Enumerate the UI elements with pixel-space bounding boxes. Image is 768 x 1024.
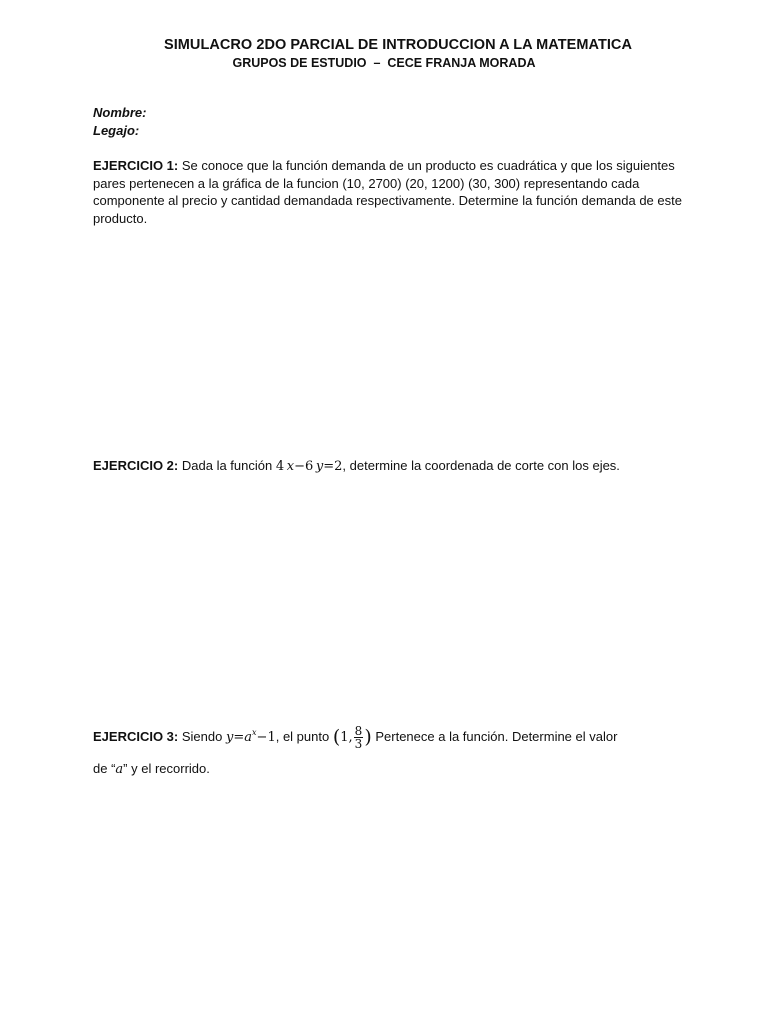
document-title: SIMULACRO 2DO PARCIAL DE INTRODUCCION A LA MATEMATICA: [164, 37, 632, 53]
point-x: 1,: [340, 730, 353, 745]
formula-equals: =: [323, 459, 335, 474]
exercise-2-formula: [276, 459, 343, 474]
exercise-2-label: EJERCICIO 2:: [93, 458, 179, 473]
exercise-2-text-after: , determine la coordenada de corte con los ejes.: [342, 458, 620, 473]
formula-var-x: x: [286, 459, 295, 474]
exercise-3-line2-before: de “: [93, 761, 116, 776]
point-formula: [332, 724, 372, 752]
exercise-3-text-before: Siendo: [181, 729, 223, 744]
point-fraction: [354, 725, 364, 750]
formula-equals: =: [233, 730, 245, 745]
legajo-label: Legajo:: [93, 123, 140, 138]
formula-minus: −: [294, 459, 305, 474]
fraction-denominator: 3: [354, 737, 363, 752]
exercise-1: [93, 157, 683, 227]
formula-one: 1: [267, 730, 276, 745]
exercise-3-line2-after: ” y el recorrido.: [123, 761, 210, 776]
exercise-3-label: EJERCICIO 3:: [93, 729, 179, 744]
exercise-2: [93, 457, 693, 476]
exercise-3-var-a: a: [115, 762, 124, 777]
formula-minus: −: [256, 730, 268, 745]
name-label: Nombre:: [93, 105, 147, 120]
exercise-3-text-mid: , el punto: [275, 729, 330, 744]
exercise-3: [93, 724, 693, 750]
exercise-3-line-2: [93, 760, 683, 779]
exercise-3-formula: [226, 730, 276, 745]
exercise-2-text-before: Dada la función: [181, 458, 273, 473]
formula-coef-1: 4: [275, 459, 285, 474]
formula-lhs-y: y: [225, 730, 234, 745]
formula-base-a: a: [244, 730, 253, 745]
formula-rhs: 2: [334, 459, 343, 474]
formula-exponent-x: x: [252, 728, 257, 737]
fraction-numerator: 8: [354, 724, 363, 739]
exercise-3-text-after: Pertenece a la función. Determine el valor: [375, 729, 618, 744]
point-open-paren: (: [332, 725, 341, 748]
exercise-1-label: EJERCICIO 1:: [93, 158, 179, 173]
formula-var-y: y: [315, 459, 324, 474]
exercise-1-text: Se conoce que la función demanda de un producto es cuadrática y que los siguientes pares pertenecen a la gráfica de la funcion (10, 2700) (20, 1200) (30, 300) representando cada componente al precio y cantidad demandada respectivamente. Determine la función demanda de este producto.: [93, 158, 682, 226]
point-close-paren: ): [364, 725, 372, 748]
formula-coef-2: 6: [304, 459, 314, 474]
document-subtitle: GRUPOS DE ESTUDIO – CECE FRANJA MORADA: [232, 56, 536, 70]
